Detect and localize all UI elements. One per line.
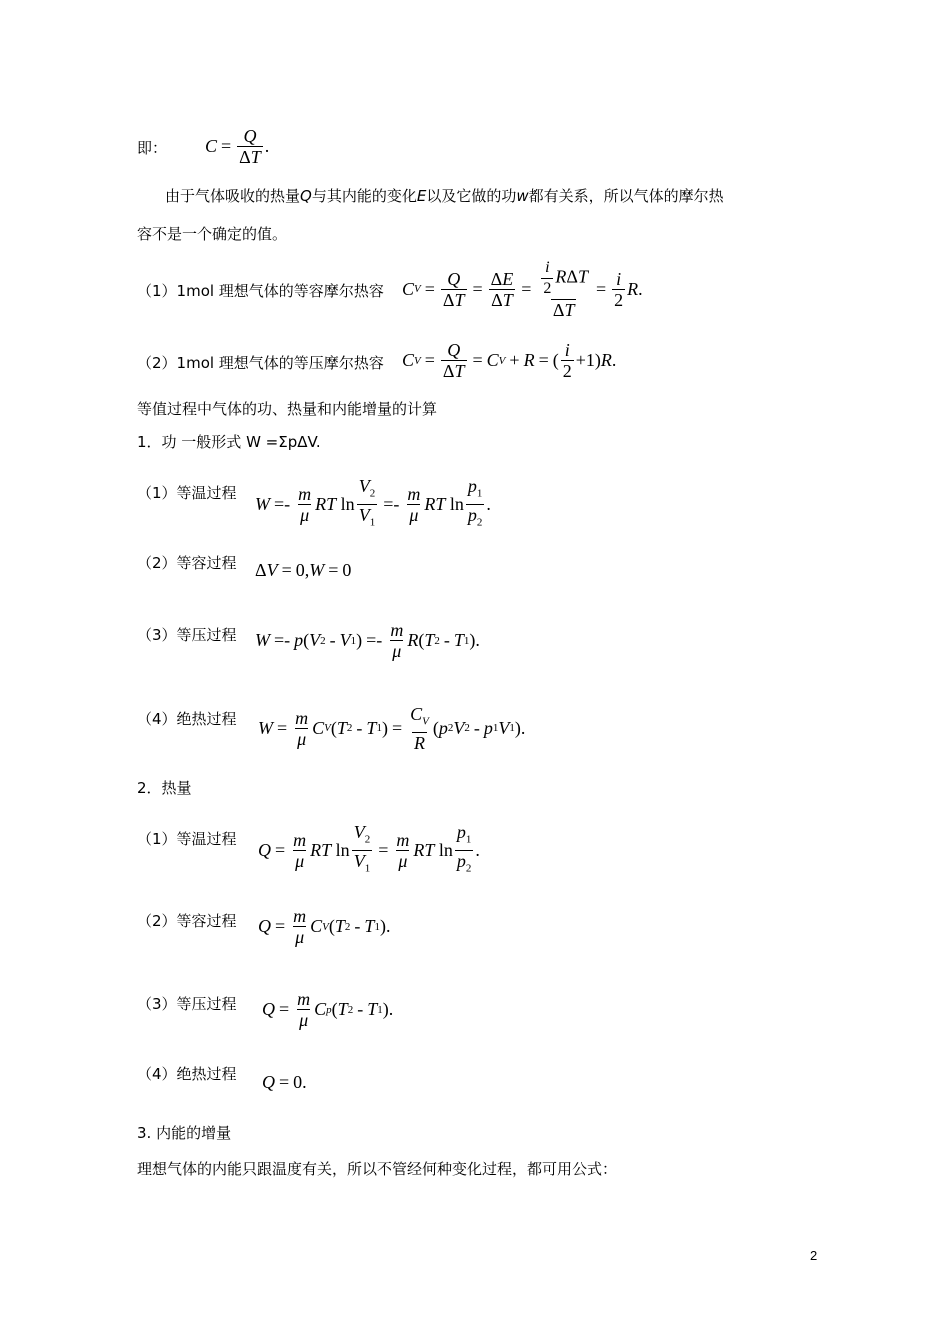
formula-w-isobaric: W =- p ( V 2 - V 1 ) =- $\frac{m}{\mu}$ R ( T 2 - T 1 ) .	[255, 620, 480, 661]
cv-label: （1）1mol 理想气体的等容摩尔热容	[137, 282, 384, 300]
w1-label: （1）等温过程	[137, 484, 237, 502]
q1-label: （1）等温过程	[137, 830, 237, 848]
w2-label: （2）等容过程	[137, 554, 237, 572]
energy-text: 理想气体的内能只跟温度有关，所以不管经何种变化过程，都可用公式：	[137, 1160, 618, 1178]
formula-q-adiabatic: Q = 0 .	[262, 1072, 307, 1092]
formula-q-isochoric: Q = $\frac{m}{\mu}$ C V ( T 2 - T 1 ) .	[258, 906, 391, 947]
formula-w-isochoric: Δ V = 0, W = 0	[255, 560, 352, 580]
cp-label: （2）1mol 理想气体的等压摩尔热容	[137, 354, 384, 372]
formula-w-adiabatic: W = $\frac{m}{\mu}$ C V ( T 2 - T 1 ) = $\frac{C_V}{R}$ ( p 2 V 2 - p 1 V 1 ) .	[258, 704, 526, 753]
formula-cv: C V = $\frac{Q}{\Delta T}$ = $\frac{\Delta E}{\Delta T}$ = $\frac{i}{2}$ RΔT ΔT = $\frac{i}{2}$ R .	[402, 259, 643, 320]
paragraph-line-1: 由于气体吸收的热量Q与其内能的变化E以及它做的功w都有关系，所以气体的摩尔热	[165, 187, 724, 205]
section-heading: 等值过程中气体的功、热量和内能增量的计算	[137, 400, 438, 418]
page-number: 2	[810, 1248, 818, 1263]
formula-molar-heat-capacity: C = $\frac{Q}{\Delta T}$ .	[205, 126, 270, 167]
formula-q-isothermal: Q = $\frac{m}{\mu}$ RT ln $\frac{V_2}{V_1}$ = $\frac{m}{\mu}$ RT ln $\frac{p_1}{p_2}$ .	[258, 822, 480, 878]
paragraph-line-2: 容不是一个确定的值。	[137, 225, 288, 243]
q2-label: （2）等容过程	[137, 912, 237, 930]
heat-heading: 2．热量	[137, 779, 192, 797]
formula-q-isobaric: Q = $\frac{m}{\mu}$ C p ( T 2 - T 1 ) .	[262, 989, 394, 1030]
w4-label: （4）绝热过程	[137, 710, 237, 728]
intro-prefix: 即：	[137, 139, 168, 157]
energy-heading: 3. 内能的增量	[137, 1124, 232, 1142]
q4-label: （4）绝热过程	[137, 1065, 237, 1083]
work-heading: 1．功 一般形式 W =ΣpΔV.	[137, 433, 321, 451]
formula-w-isothermal: W =- $\frac{m}{\mu}$ RT ln $\frac{V_2}{V_1}$ =- $\frac{m}{\mu}$ RT ln $\frac{p_1}{p_2}$ .	[255, 476, 491, 532]
q3-label: （3）等压过程	[137, 995, 237, 1013]
w3-label: （3）等压过程	[137, 626, 237, 644]
formula-cp: C V = $\frac{Q}{\Delta T}$ = C V + R = ( $\frac{i}{2}$ +1) R .	[402, 340, 617, 381]
